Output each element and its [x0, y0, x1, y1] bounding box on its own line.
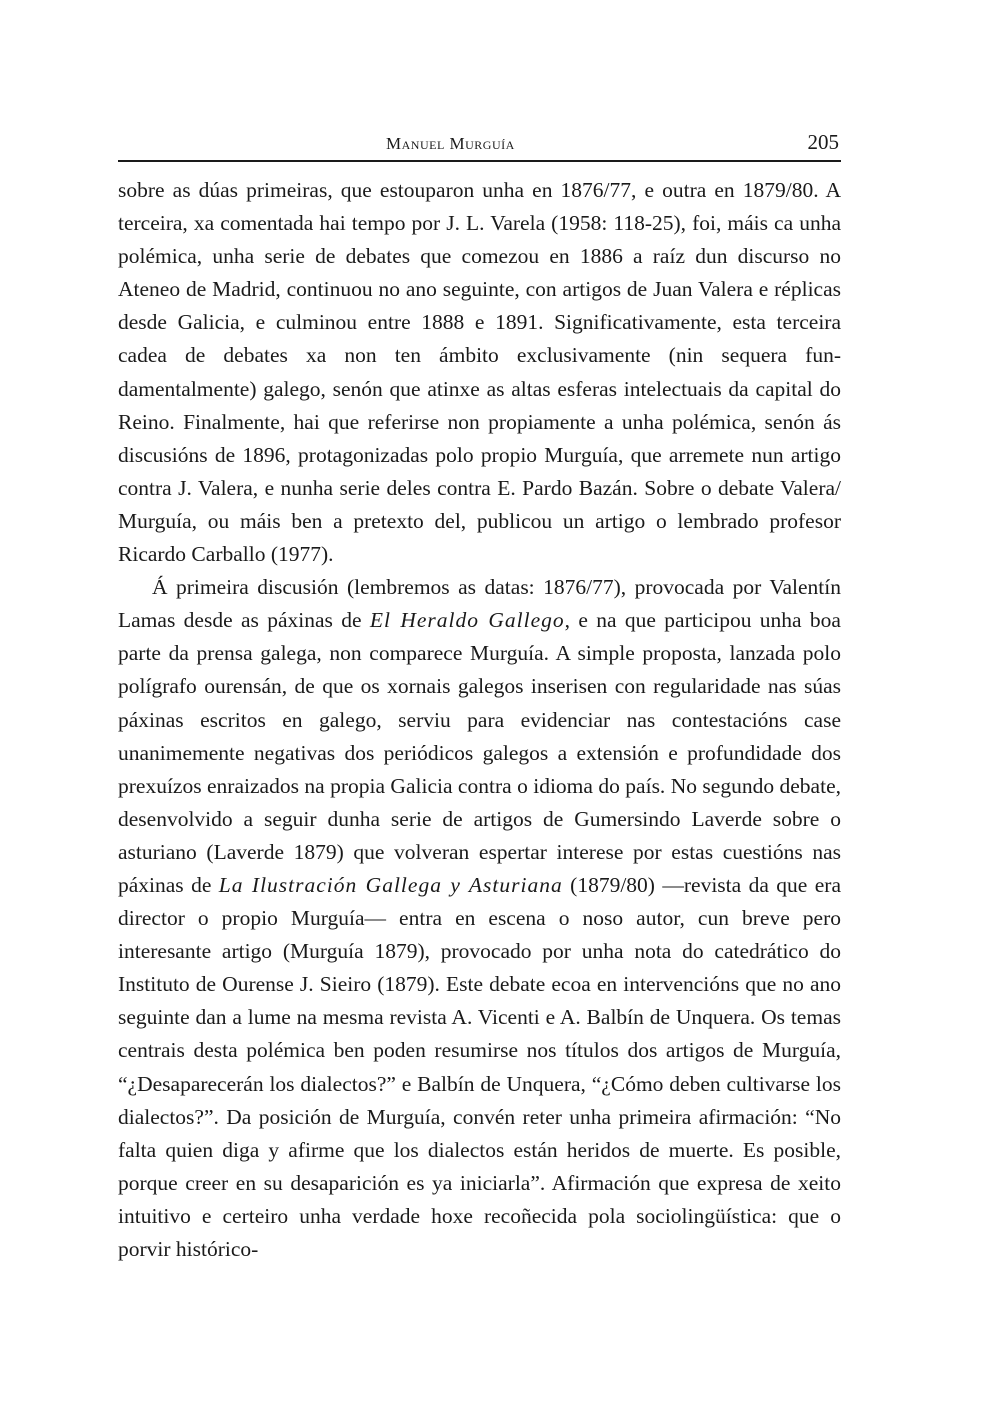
- paragraph-2: [118, 571, 841, 1266]
- paragraph-2-part-c: (1879/80) —revista da que era director o propio Murguía— entra en escena o noso autor, cun breve pero interesante artigo (Murguía 1879), provocado por unha nota do catedrático do Instituto de Ourense J. Sieiro (1879). Este debate ecoa en intervencións que no ano seguinte dan a lume na mesma revista A. Vicenti e A. Balbín de Unquera. Os temas centrais desta polémica ben poden resumirse nos títulos dos artigos de Murguía, “¿Desaparecerán los dialectos?” e Balbín de Unquera, “¿Cómo deben cultivarse los dialectos?”. Da posición de Murguía, convén reter unha primeira afirmación: “No falta quien diga y afirme que los dialectos están heridos de muerte. Es posible, porque creer en su desaparición es ya iniciarla”. Afirmación que expresa de xeito intuitivo e certeiro unha verdade hoxe recoñecida pola sociolingüística: que o porvir histórico-: [118, 872, 841, 1261]
- paragraph-1: sobre as dúas primeiras, que estouparon unha en 1876/77, e outra en 1879/80. A terceira, xa comentada hai tempo por J. L. Varela (1958: 118-25), foi, máis ca unha polémica, unha serie de debates que comezou en 1886 a raíz dun discurso no Ateneo de Madrid, continuou no ano seguinte, con artigos de Juan Valera e réplicas desde Galicia, e culminou entre 1888 e 1891. Significativamente, esta terceira cadea de debates xa non ten ámbito exclusivamente (nin sequera fundamentalmente) galego, senón que atinxe as altas esferas intelectuais da capital do Reino. Finalmente, hai que referirse non propiamente a unha polémica, senón ás discusións de 1896, protagonizadas polo propio Murguía, que arremete nun artigo contra J. Valera, e nunha serie deles contra E. Pardo Bazán. Sobre o debate Valera/ Murguía, ou máis ben a pretexto del, publicou un artigo o lembrado profesor Ricardo Carballo (1977).: [118, 178, 841, 567]
- running-title: Manuel Murguía: [386, 134, 515, 153]
- paragraph-2-part-a: Á primeira discusión (lembremos as datas: 1876/77), provocada por Valentín Lamas desde as páxinas de: [118, 575, 841, 633]
- paragraph-2-part-b: , e na que participou unha boa parte da prensa galega, non comparece Murguía. A simple proposta, lanzada polo polígrafo ourensán, de que os xornais galegos inserisen con regularidade nas súas páxinas escritos en galego, serviu para evidenciar nas contestacións case unanimemente negativas dos periódicos galegos a extensión e profundidade dos prexuízos enraizados na propia Galicia contra o idioma do país. No segundo debate, desenvolvido a seguir dunha serie de artigos de Gumersindo Laverde sobre o asturiano (Laverde 1879) que volveran espertar interese por estas cuestións nas páxinas de: [118, 608, 841, 897]
- body-text: [118, 174, 841, 1266]
- page-number: 205: [807, 130, 839, 154]
- running-head: [118, 130, 841, 162]
- italic-title-heraldo-gallego: El Heraldo Gallego: [369, 608, 565, 633]
- italic-title-ilustracion-gallega: La Ilustración Gallega y Asturiana: [218, 872, 563, 897]
